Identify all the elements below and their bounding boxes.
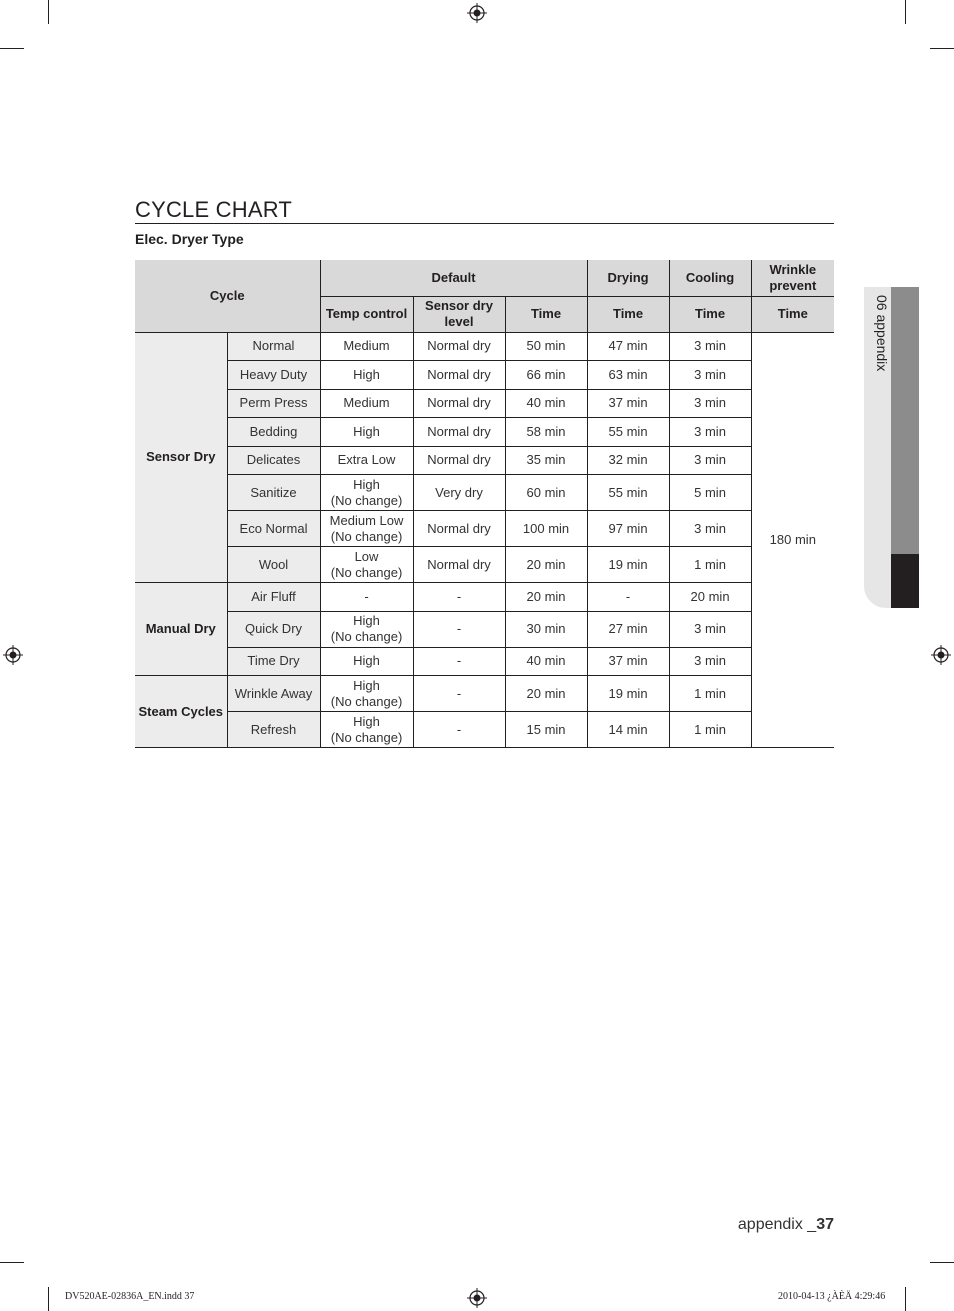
drying-time-cell-text: 19 min bbox=[608, 685, 648, 701]
sensor-level-cell bbox=[413, 647, 505, 676]
temp-control-cell-text: Low bbox=[354, 548, 379, 564]
table-row bbox=[135, 446, 834, 475]
default-time-cell-text: 60 min bbox=[526, 484, 566, 500]
cooling-time-cell bbox=[669, 511, 751, 547]
chapter-tab-marker bbox=[891, 554, 919, 608]
temp-control-cell bbox=[320, 511, 413, 547]
temp-control-cell bbox=[320, 332, 413, 361]
default-time-cell bbox=[505, 583, 587, 612]
cycle-name bbox=[227, 332, 320, 361]
header-time: Time bbox=[505, 296, 587, 332]
drying-time-cell bbox=[587, 361, 669, 390]
temp-control-cell bbox=[320, 389, 413, 418]
cooling-time-cell bbox=[669, 332, 751, 361]
footer-section: appendix _ bbox=[737, 1216, 817, 1233]
default-time-cell bbox=[505, 712, 587, 748]
default-time-cell-text: 66 min bbox=[526, 366, 566, 382]
cooling-time-cell-text: 20 min bbox=[690, 588, 730, 604]
default-time-cell bbox=[505, 647, 587, 676]
table-row bbox=[135, 332, 834, 361]
sensor-level-cell bbox=[413, 611, 505, 647]
cooling-time-cell-text: 3 min bbox=[694, 395, 726, 411]
drying-time-cell-text: 37 min bbox=[608, 395, 648, 411]
crop-mark bbox=[48, 0, 49, 24]
registration-mark-icon bbox=[467, 1288, 487, 1308]
cooling-time-cell-text: 3 min bbox=[694, 653, 726, 669]
cycle-name-text: Normal bbox=[252, 338, 295, 354]
drying-time-cell-text: 19 min bbox=[608, 556, 648, 572]
cycle-name-text: Delicates bbox=[246, 452, 301, 468]
sensor-level-cell bbox=[413, 418, 505, 447]
temp-control-cell-text: High bbox=[353, 713, 380, 729]
cooling-time-cell bbox=[669, 361, 751, 390]
cooling-time-cell-text: 5 min bbox=[694, 484, 726, 500]
page-title: CYCLE CHART bbox=[135, 197, 293, 222]
cooling-time-cell bbox=[669, 446, 751, 475]
table-row bbox=[135, 583, 834, 612]
drying-time-cell-text: 32 min bbox=[608, 452, 648, 468]
table-row bbox=[135, 712, 834, 748]
table-row bbox=[135, 511, 834, 547]
default-time-cell-text: 40 min bbox=[526, 395, 566, 411]
crop-mark bbox=[0, 1262, 24, 1263]
crop-mark bbox=[930, 1262, 954, 1263]
temp-control-cell bbox=[320, 611, 413, 647]
sensor-level-cell-text: - bbox=[456, 621, 462, 636]
temp-control-cell-text: Extra Low bbox=[337, 452, 396, 468]
cooling-time-cell-text: 3 min bbox=[694, 338, 726, 354]
default-time-cell-text: 20 min bbox=[526, 685, 566, 701]
cycle-name bbox=[227, 647, 320, 676]
sensor-level-cell-text: - bbox=[456, 721, 462, 737]
temp-control-cell bbox=[320, 418, 413, 447]
cycle-name bbox=[227, 583, 320, 612]
cycle-name-text: Bedding bbox=[249, 423, 298, 439]
sensor-level-cell-text: Normal dry bbox=[427, 423, 491, 439]
sensor-level-cell bbox=[413, 389, 505, 418]
cooling-time-cell bbox=[669, 611, 751, 647]
cycle-chart-table bbox=[135, 260, 834, 748]
cycle-name-text: Heavy Duty bbox=[239, 366, 308, 382]
cooling-time-cell-text: 1 min bbox=[694, 556, 726, 572]
page-footer bbox=[738, 1216, 834, 1234]
table-row bbox=[135, 475, 834, 511]
default-time-cell-text: 20 min bbox=[526, 556, 566, 572]
table-row bbox=[135, 418, 834, 447]
sensor-level-cell-text: - bbox=[456, 653, 462, 669]
cooling-time-cell-text: 1 min bbox=[694, 721, 726, 737]
cycle-name bbox=[227, 361, 320, 390]
cycle-name bbox=[227, 511, 320, 547]
drying-time-cell-text: 63 min bbox=[608, 366, 648, 382]
cycle-name-text: Quick Dry bbox=[244, 621, 303, 636]
cycle-name bbox=[227, 389, 320, 418]
drying-time-cell-text: 97 min bbox=[608, 520, 648, 536]
temp-control-cell-text: High bbox=[353, 423, 380, 439]
table-row bbox=[135, 676, 834, 712]
table-row bbox=[135, 647, 834, 676]
cooling-time-cell-text: 3 min bbox=[694, 621, 726, 636]
cooling-time-cell bbox=[669, 418, 751, 447]
drying-time-cell-text: 55 min bbox=[608, 484, 648, 500]
default-time-cell-text: 58 min bbox=[526, 423, 566, 439]
cycle-name bbox=[227, 547, 320, 583]
cycle-name bbox=[227, 446, 320, 475]
header-cycle: Cycle bbox=[135, 260, 320, 332]
temp-note-text: (No change) bbox=[330, 693, 403, 709]
sensor-level-cell-text: - bbox=[456, 685, 462, 701]
crop-mark bbox=[0, 48, 24, 49]
cooling-time-cell bbox=[669, 475, 751, 511]
temp-control-cell bbox=[320, 547, 413, 583]
temp-control-cell-text: - bbox=[364, 588, 369, 604]
header-time: Time bbox=[751, 296, 834, 332]
table-row bbox=[135, 611, 834, 647]
cooling-time-cell-text: 3 min bbox=[694, 423, 726, 439]
sensor-level-cell-text: Normal dry bbox=[427, 338, 491, 354]
drying-time-cell bbox=[587, 332, 669, 361]
temp-control-cell bbox=[320, 446, 413, 475]
drying-time-cell bbox=[587, 446, 669, 475]
table-body bbox=[135, 332, 834, 748]
sensor-level-cell bbox=[413, 547, 505, 583]
cycle-name-text: Wool bbox=[258, 556, 289, 572]
header-drying: Drying bbox=[587, 260, 669, 296]
cooling-time-cell-text: 3 min bbox=[694, 452, 726, 468]
crop-mark bbox=[48, 1287, 49, 1311]
cycle-name bbox=[227, 611, 320, 647]
header-temp-control: Temp control bbox=[320, 296, 413, 332]
default-time-cell bbox=[505, 611, 587, 647]
default-time-cell bbox=[505, 332, 587, 361]
cooling-time-cell bbox=[669, 712, 751, 748]
drying-time-cell bbox=[587, 389, 669, 418]
temp-note-text: (No change) bbox=[330, 629, 403, 644]
cycle-name-text: Refresh bbox=[250, 721, 297, 737]
drying-time-cell-text: 47 min bbox=[608, 338, 648, 354]
cycle-name-text: Wrinkle Away bbox=[234, 685, 313, 701]
default-time-cell bbox=[505, 676, 587, 712]
default-time-cell-text: 20 min bbox=[526, 588, 566, 604]
section-subtitle: Elec. Dryer Type bbox=[135, 231, 244, 247]
cycle-name-text: Air Fluff bbox=[251, 588, 296, 604]
drying-time-cell bbox=[587, 647, 669, 676]
cooling-time-cell bbox=[669, 647, 751, 676]
default-time-cell-text: 15 min bbox=[526, 721, 566, 737]
temp-control-cell-text: Medium Low bbox=[329, 512, 404, 528]
default-time-cell bbox=[505, 446, 587, 475]
cycle-name-text: Sanitize bbox=[250, 484, 297, 500]
title-divider bbox=[135, 223, 834, 224]
temp-note-text: (No change) bbox=[330, 564, 403, 580]
temp-note-text: (No change) bbox=[330, 528, 403, 544]
drying-time-cell bbox=[587, 511, 669, 547]
sensor-level-cell-text: Normal dry bbox=[427, 520, 491, 536]
sensor-level-cell bbox=[413, 583, 505, 612]
slug-file: DV520AE-02836A_EN.indd 37 bbox=[65, 1291, 195, 1302]
default-time-cell bbox=[505, 475, 587, 511]
cycle-name bbox=[227, 676, 320, 712]
header-sensor-dry-level: Sensor dry level bbox=[413, 296, 505, 332]
drying-time-cell bbox=[587, 475, 669, 511]
default-time-cell-text: 35 min bbox=[526, 452, 566, 468]
sensor-level-cell bbox=[413, 712, 505, 748]
table-row bbox=[135, 389, 834, 418]
drying-time-cell-text: 37 min bbox=[608, 653, 648, 669]
temp-control-cell-text: High bbox=[353, 476, 380, 492]
default-time-cell-text: 100 min bbox=[522, 520, 570, 536]
sensor-level-cell-text: Very dry bbox=[435, 484, 483, 500]
default-time-cell bbox=[505, 389, 587, 418]
cycle-group-label: Sensor Dry bbox=[135, 332, 227, 583]
cycle-name-text: Time Dry bbox=[247, 653, 300, 669]
drying-time-cell bbox=[587, 611, 669, 647]
temp-control-cell bbox=[320, 712, 413, 748]
cycle-group-label: Manual Dry bbox=[135, 583, 227, 676]
temp-control-cell-text: High bbox=[353, 613, 380, 628]
header-time: Time bbox=[669, 296, 751, 332]
slug-stamp: 2010-04-13 ¿ÀÈÄ 4:29:46 bbox=[778, 1291, 886, 1302]
sensor-level-cell bbox=[413, 361, 505, 390]
sensor-level-cell bbox=[413, 511, 505, 547]
cooling-time-cell-text: 1 min bbox=[694, 685, 726, 701]
drying-time-cell bbox=[587, 712, 669, 748]
temp-note-text: (No change) bbox=[330, 492, 403, 508]
chapter-tab-label: 06 appendix bbox=[874, 295, 890, 372]
cycle-group-label: Steam Cycles bbox=[135, 676, 227, 748]
default-time-cell-text: 40 min bbox=[526, 653, 566, 669]
sensor-level-cell-text: Normal dry bbox=[427, 395, 491, 411]
temp-control-cell bbox=[320, 583, 413, 612]
header-default: Default bbox=[320, 260, 587, 296]
drying-time-cell-text: - bbox=[625, 588, 631, 604]
sensor-level-cell-text: - bbox=[456, 588, 462, 604]
table-row bbox=[135, 547, 834, 583]
cycle-name-text: Eco Normal bbox=[239, 520, 308, 536]
drying-time-cell-text: 14 min bbox=[608, 721, 648, 737]
cooling-time-cell bbox=[669, 389, 751, 418]
default-time-cell-text: 50 min bbox=[526, 338, 566, 354]
cycle-name bbox=[227, 712, 320, 748]
cooling-time-cell-text: 3 min bbox=[694, 366, 726, 382]
temp-control-cell-text: Medium bbox=[343, 395, 390, 411]
header-cooling: Cooling bbox=[669, 260, 751, 296]
chapter-tab-bar bbox=[891, 287, 919, 554]
temp-note-text: (No change) bbox=[330, 729, 403, 745]
sensor-level-cell-text: Normal dry bbox=[427, 366, 491, 382]
temp-control-cell bbox=[320, 475, 413, 511]
drying-time-cell-text: 55 min bbox=[608, 423, 648, 439]
cooling-time-cell-text: 3 min bbox=[694, 520, 726, 536]
registration-mark-icon bbox=[931, 645, 951, 665]
registration-mark-icon bbox=[3, 645, 23, 665]
cooling-time-cell bbox=[669, 583, 751, 612]
table-row bbox=[135, 361, 834, 390]
temp-control-cell-text: High bbox=[353, 653, 380, 669]
drying-time-cell bbox=[587, 418, 669, 447]
default-time-cell bbox=[505, 511, 587, 547]
drying-time-cell-text: 27 min bbox=[608, 621, 648, 636]
drying-time-cell bbox=[587, 583, 669, 612]
header-wrinkle-prevent: Wrinkle prevent bbox=[751, 260, 834, 296]
sensor-level-cell bbox=[413, 475, 505, 511]
default-time-cell bbox=[505, 361, 587, 390]
sensor-level-cell bbox=[413, 446, 505, 475]
cycle-name-text: Perm Press bbox=[239, 395, 308, 411]
registration-mark-icon bbox=[467, 3, 487, 23]
default-time-cell bbox=[505, 418, 587, 447]
cooling-time-cell bbox=[669, 547, 751, 583]
sensor-level-cell bbox=[413, 332, 505, 361]
drying-time-cell bbox=[587, 547, 669, 583]
sensor-level-cell-text: Normal dry bbox=[427, 452, 491, 468]
sensor-level-cell-text: Normal dry bbox=[427, 556, 491, 572]
page-number: 37 bbox=[816, 1216, 834, 1233]
default-time-cell bbox=[505, 547, 587, 583]
temp-control-cell-text: High bbox=[353, 677, 380, 693]
cycle-name bbox=[227, 475, 320, 511]
default-time-cell-text: 30 min bbox=[526, 621, 566, 636]
cooling-time-cell bbox=[669, 676, 751, 712]
crop-mark bbox=[905, 0, 906, 24]
crop-mark bbox=[930, 48, 954, 49]
wrinkle-prevent-time: 180 min bbox=[751, 332, 834, 748]
temp-control-cell bbox=[320, 647, 413, 676]
crop-mark bbox=[905, 1287, 906, 1311]
sensor-level-cell bbox=[413, 676, 505, 712]
temp-control-cell bbox=[320, 676, 413, 712]
temp-control-cell-text: Medium bbox=[343, 338, 390, 354]
drying-time-cell bbox=[587, 676, 669, 712]
cycle-name bbox=[227, 418, 320, 447]
temp-control-cell bbox=[320, 361, 413, 390]
header-time: Time bbox=[587, 296, 669, 332]
chapter-tab bbox=[864, 287, 919, 608]
temp-control-cell-text: High bbox=[353, 366, 380, 382]
